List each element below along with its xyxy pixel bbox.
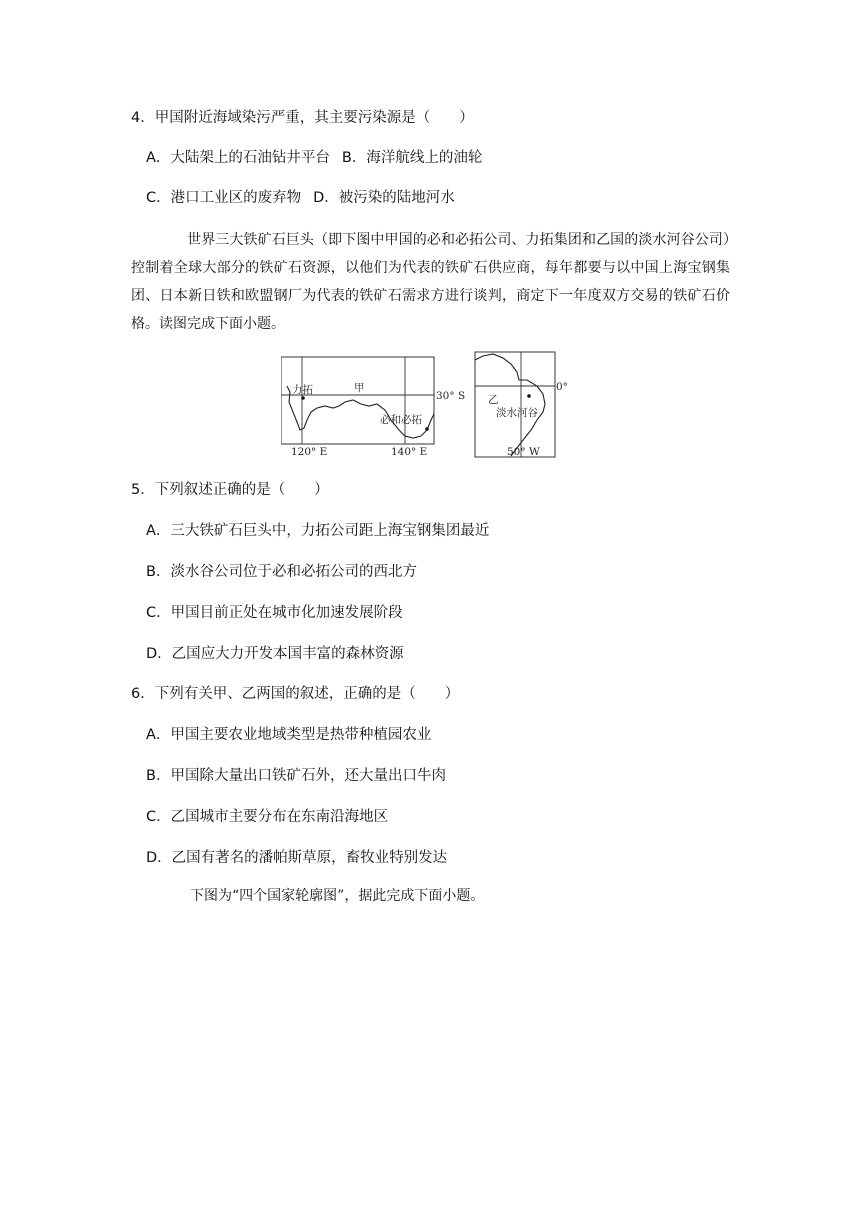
- q6-option-c: C．乙国城市主要分布在东南沿海地区: [146, 809, 389, 825]
- q5-stem: 5．下列叙述正确的是（ ）: [131, 482, 329, 498]
- label-lat-0: 0°: [556, 381, 568, 393]
- maps-figure: [281, 350, 568, 460]
- label-lon-120e: 120° E: [291, 446, 328, 458]
- q6-option-b: B．甲国除大量出口铁矿石外，还大量出口牛肉: [146, 768, 446, 784]
- q5-option-a: A．三大铁矿石巨头中，力拓公司距上海宝钢集团最近: [146, 523, 490, 539]
- label-lon-50w: 50° W: [507, 446, 540, 458]
- label-lat-30s: 30° S: [436, 390, 466, 402]
- passage-four-countries: 下图为“四个国家轮廓图”，据此完成下面小题。: [190, 888, 485, 904]
- label-yi: 乙: [488, 394, 499, 406]
- q4-option-b: B．海洋航线上的油轮: [341, 150, 483, 166]
- q4-option-a: A．大陆架上的石油钻井平台: [146, 150, 330, 166]
- q6-option-a: A．甲国主要农业地域类型是热带种植园农业: [146, 727, 432, 743]
- map-left-frame: [281, 357, 434, 444]
- q4-stem: 4．甲国附近海域染污严重，其主要污染源是（ ）: [131, 110, 474, 126]
- q4-option-c: C．港口工业区的废弃物: [146, 190, 302, 206]
- q5-option-d: D．乙国应大力开发本国丰富的森林资源: [146, 646, 404, 662]
- passage-iron-ore: 世界三大铁矿石巨头（即下图中甲国的必和必拓公司、力拓集团和乙国的淡水河谷公司）控制着全球大部分的铁矿石资源，以他们为代表的铁矿石供应商，每年都要与以中国上海宝钢集团、日本新日铁和欧盟钢厂为代表的铁矿石需求方进行谈判，商定下一年度双方交易的铁矿石价格。读图完成下面小题。: [131, 232, 730, 332]
- bihe-dot: [425, 427, 429, 431]
- q4-options-ab: [146, 148, 482, 168]
- label-lon-140e: 140° E: [391, 446, 428, 458]
- q6-option-d: D．乙国有著名的潘帕斯草原，畜牧业特别发达: [146, 850, 448, 866]
- label-jia: 甲: [354, 382, 365, 394]
- q4-options-cd: [146, 188, 455, 208]
- q6-stem: 6．下列有关甲、乙两国的叙述，正确的是（ ）: [131, 686, 460, 702]
- danshui-dot: [527, 394, 531, 398]
- label-lituo: 力拓: [292, 384, 313, 396]
- label-danshui: 淡水河谷: [496, 407, 538, 419]
- q4-option-d: D．被污染的陆地河水: [313, 190, 455, 206]
- q5-option-c: C．甲国目前正处在城市化加速发展阶段: [146, 605, 403, 621]
- q5-option-b: B．淡水谷公司位于必和必拓公司的西北方: [146, 564, 417, 580]
- label-bihe: 必和必拓: [380, 414, 422, 426]
